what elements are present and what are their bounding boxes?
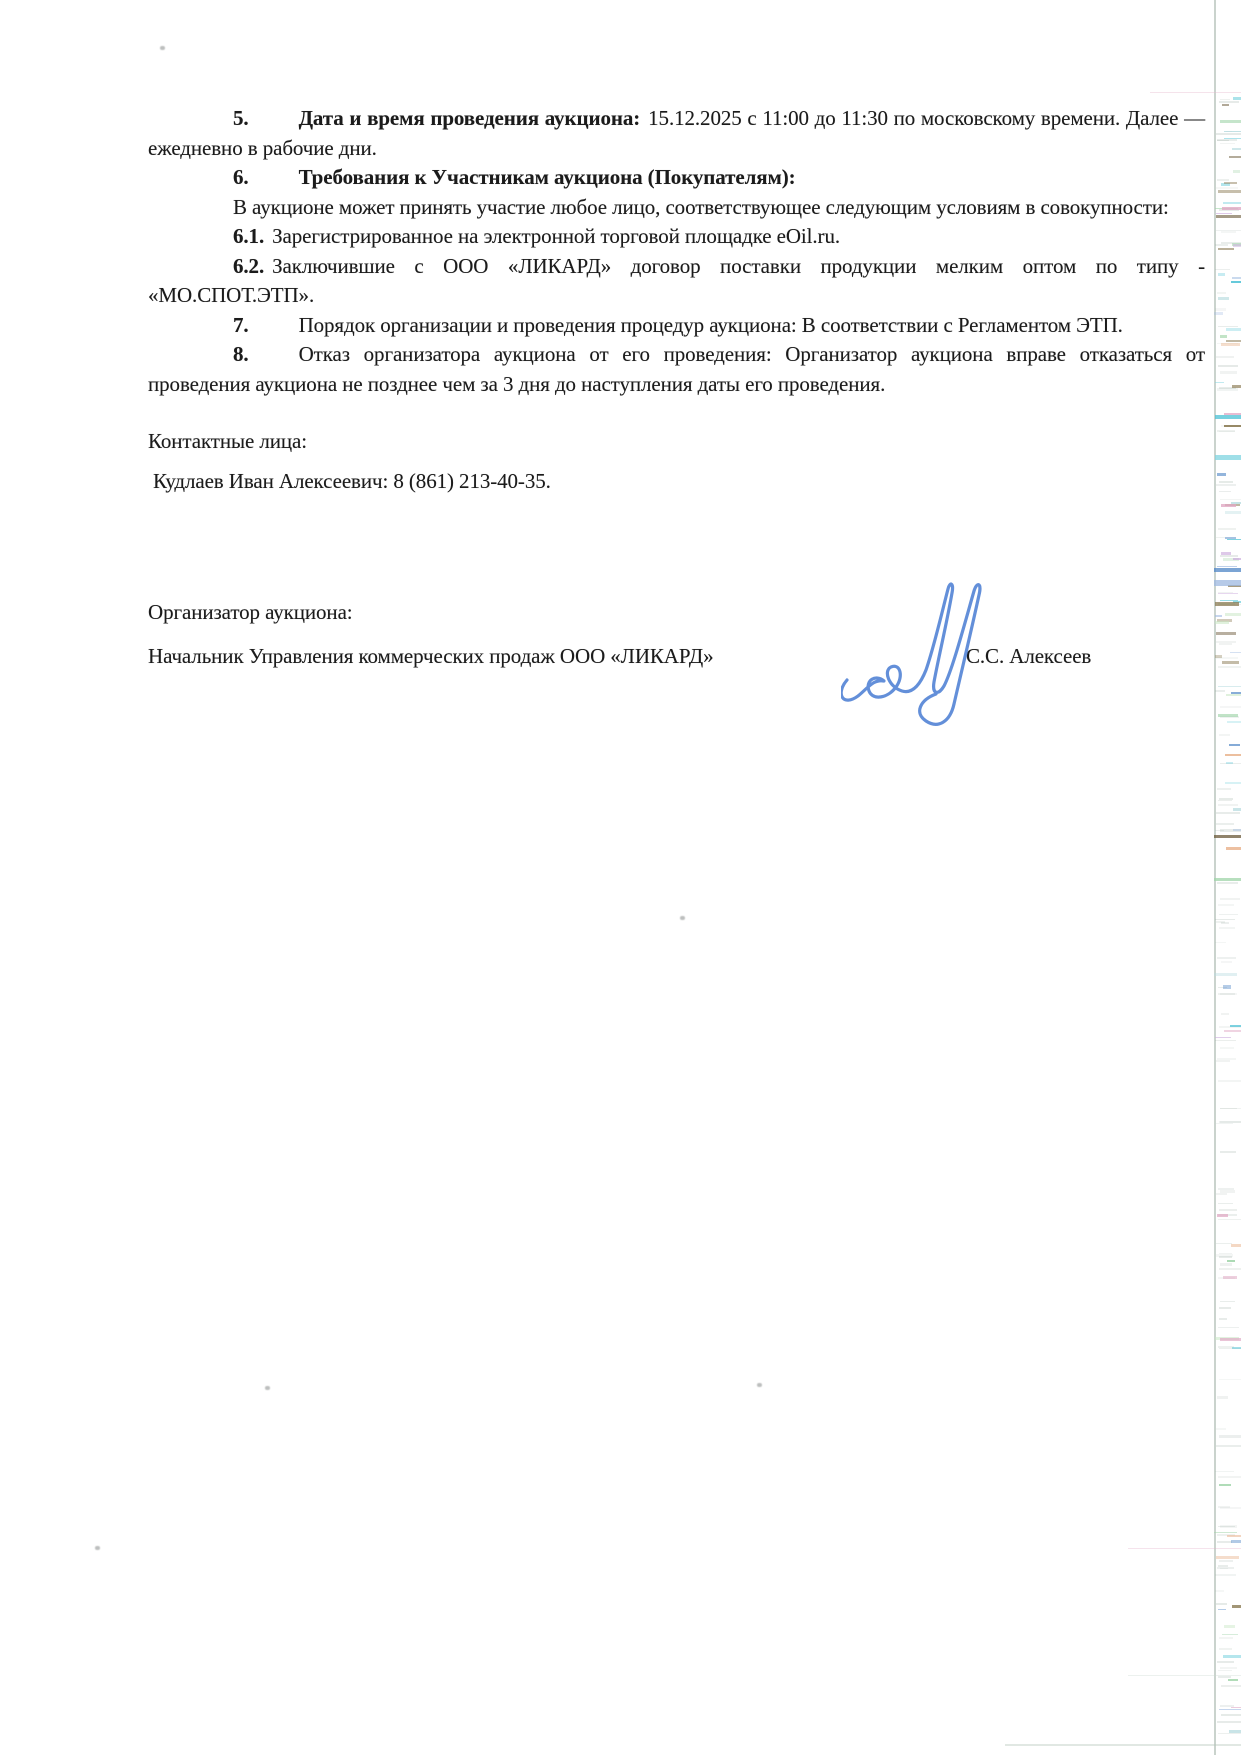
scan-noise-streak [1215,1590,1224,1592]
scan-noise-streak [1218,714,1238,717]
scan-noise-streak [1215,919,1235,920]
contacts-label: Контактные лица: [148,429,307,453]
scan-noise-streak [1216,187,1238,189]
scan-noise-streak [1216,1556,1240,1559]
scan-noise-streak [1232,148,1241,150]
scan-noise-streak [1220,143,1235,145]
scan-noise-streak [1221,1013,1229,1015]
scan-noise-streak [1226,762,1234,763]
scan-noise-streak [1215,308,1226,310]
scan-noise-streak [1219,914,1238,915]
scan-noise-streak [1233,808,1241,811]
scan-noise-streak [1219,1484,1232,1485]
signer-title: Начальник Управления коммерческих продаж ООО «ЛИКАРД» [148,643,714,668]
scan-noise-streak [1218,273,1225,276]
scan-noise-streak [1229,1730,1241,1733]
scan-noise-streak [1218,326,1238,327]
scan-noise-streak [1218,1188,1234,1190]
scan-noise-streak [1220,1108,1240,1109]
scan-noise-streak [1224,138,1241,139]
scan-noise-streak [1231,1244,1241,1247]
scan-noise-streak [1219,643,1233,645]
scan-noise-streak [1215,1574,1236,1576]
scan-noise-streak [1228,585,1241,587]
scan-noise-streak [1218,593,1238,595]
scan-noise-streak [1217,343,1238,344]
scan-noise-streak [1221,1685,1241,1686]
scan-noise-streak [1219,798,1233,800]
scan-noise-streak [1219,927,1236,929]
scan-noise-streak [1229,744,1240,745]
scan-noise-streak [1218,1214,1237,1216]
scan-noise-streak [1224,182,1237,184]
scan-noise-streak [1226,694,1241,696]
scan-noise-streak [1225,782,1241,784]
scan-noise-streak [1218,1670,1231,1671]
scan-noise-streak [1224,425,1241,427]
scan-noise-streak [1219,481,1234,483]
scan-noise-streak [1221,961,1232,963]
scan-noise-streak [1216,1243,1231,1244]
scan-noise-streak [1218,592,1233,593]
scan-noise-streak [1215,415,1241,419]
scan-noise-streak [1219,1648,1233,1650]
scan-noise-streak [1225,754,1241,756]
scan-noise-streak [1226,131,1232,132]
scan-noise-streak [1220,1301,1235,1302]
scan-noise-streak [1221,231,1237,233]
scan-noise-streak [1216,484,1236,486]
scan-noise-streak [1222,661,1239,664]
item-7-text: Порядок организации и проведения процедур аукциона: В соответствии с Регламентом ЭТП. [298,312,1123,337]
scan-noise-streak [1219,1709,1241,1710]
scan-noise-streak [1217,388,1238,390]
scan-noise-streak [1216,1428,1226,1430]
scan-noise-streak [1219,1560,1233,1562]
scan-noise-streak [1216,215,1240,218]
scan-noise-streak [1217,882,1238,884]
paragraph-8 [148,340,1205,399]
scan-noise-streak [1227,539,1241,540]
paragraph-6-intro [148,193,1205,223]
scan-noise-streak [1218,1219,1241,1220]
scan-noise-streak [1226,847,1241,850]
scan-noise-streak [1223,202,1241,204]
scan-noise-streak [1219,1209,1237,1211]
scan-noise-streak [1219,734,1230,736]
scan-noise-streak [1231,692,1241,694]
scan-noise-streak [1215,455,1241,460]
scan-noise-streak [1224,413,1241,415]
scan-noise-streak [1217,179,1229,181]
scan-noise-streak [1222,104,1229,106]
scan-noise-streak [1217,139,1238,140]
item-6-intro-text: В аукционе может принять участие любое лицо, соответствующее следующим условиям в совокупности: [233,194,1169,219]
scan-noise-streak [1215,942,1226,943]
scan-noise-streak [1222,207,1241,209]
signer-name: С.С. Алексеев [966,643,1092,668]
scan-dust-speck [757,1383,762,1387]
scanner-edge-line [1214,0,1216,1755]
scan-noise-streak [1217,788,1231,789]
scan-noise-streak [1218,1346,1235,1347]
scan-noise-streak [1220,600,1238,602]
scan-noise-streak [1231,502,1241,504]
scan-noise-streak [1217,1541,1231,1543]
scan-noise-streak [1223,1276,1237,1279]
scan-noise-streak [1216,812,1240,814]
scan-noise-streak [1220,1705,1234,1706]
item-5-heading: Дата и время проведения аукциона: [298,106,641,130]
scan-noise-streak [1226,328,1241,331]
scan-noise-streak [1220,1263,1233,1265]
scan-noise-streak [1223,1655,1241,1658]
scan-noise-streak [1215,382,1224,383]
scan-noise-streak [1224,1030,1241,1032]
scan-noise-streak [1219,101,1238,103]
scan-noise-streak [1219,1435,1241,1437]
scan-noise-streak [1218,1327,1238,1329]
contact-person-line: Кудлаев Иван Алексеевич: 8 (861) 213-40-35. [153,468,551,493]
scan-noise-streak [1220,1568,1228,1569]
scan-noise-streak [1215,244,1228,246]
scan-noise-streak [1227,1260,1235,1261]
scan-noise-streak [1217,1534,1236,1536]
scan-noise-streak [1216,1445,1241,1446]
scan-noise-streak [1220,1151,1236,1153]
scan-noise-streak [1223,558,1239,561]
scan-noise-streak [1217,1214,1229,1216]
scan-noise-streak [1223,985,1231,988]
item-6-number: 6. [233,165,249,189]
scan-noise-streak [1005,1744,1241,1746]
scan-noise-streak [1215,830,1224,832]
scan-noise-streak [1217,430,1235,432]
scan-noise-streak [1217,473,1227,476]
scan-noise-streak [1215,615,1222,616]
scan-noise-streak [1226,340,1241,342]
scan-noise-streak [1215,602,1239,606]
scan-noise-streak [1229,156,1241,158]
scan-noise-streak [1220,120,1241,123]
scan-noise-streak [1220,706,1241,708]
organizer-label: Организатор аукциона: [148,600,353,624]
scan-dust-speck [265,1386,270,1390]
scan-noise-streak [1215,1471,1234,1472]
scan-noise-streak [1220,1190,1235,1192]
scan-noise-streak [1217,1661,1234,1663]
scan-noise-streak [1218,365,1238,367]
paragraph-6-1 [148,222,1205,252]
scan-noise-streak [1227,721,1241,723]
scan-noise-streak [1218,987,1227,989]
scan-noise-streak [1214,580,1241,586]
scan-noise-streak [1214,878,1241,881]
scan-noise-streak [1216,641,1235,643]
scan-noise-streak [1217,1396,1227,1398]
scan-noise-streak [1232,243,1241,246]
scan-noise-streak [1224,131,1241,133]
scan-noise-streak [1218,1080,1241,1082]
scan-noise-streak [1216,1123,1233,1124]
scan-noise-streak [1220,99,1229,101]
scan-noise-streak [1228,1679,1238,1680]
scan-noise-streak [1217,957,1236,959]
scan-noise-streak [1219,1256,1232,1258]
scan-noise-streak [1221,552,1231,555]
scan-noise-streak [1215,1337,1239,1340]
scan-noise-streak [1232,277,1241,279]
scan-noise-streak [1222,1634,1238,1636]
scan-noise-streak [1233,558,1241,561]
scan-noise-streak [1219,491,1231,492]
scan-noise-streak [1217,292,1226,294]
scan-noise-streak [1231,1707,1241,1709]
scan-noise-streak [1219,1121,1241,1123]
scan-noise-streak [1220,371,1237,373]
scan-noise-streak [1225,511,1241,514]
scan-noise-streak [1221,922,1229,924]
scan-noise-streak [1215,269,1229,271]
item-6-1-text: Зарегистрированное на электронной торговой площадке eOil.ru. [272,224,840,248]
scan-noise-streak [1221,425,1238,427]
scan-noise-streak [1150,92,1241,93]
scan-noise-streak [1217,1058,1236,1059]
scan-noise-streak [1216,537,1225,538]
item-5-number: 5. [233,106,249,130]
scan-noise-streak [1233,601,1241,603]
scan-noise-streak [1218,686,1241,688]
scan-noise-streak [1231,281,1241,283]
scan-noise-streak [1215,1037,1231,1038]
scan-noise-streak [1216,133,1241,135]
scan-noise-streak [1214,568,1241,572]
scan-noise-streak [1232,385,1241,388]
scan-noise-streak [1221,343,1240,346]
scan-noise-streak [1220,1667,1236,1669]
scan-noise-streak [1224,1625,1235,1627]
scan-noise-streak [1220,763,1241,764]
item-7-number: 7. [233,312,249,337]
scan-noise-streak [1219,1026,1241,1028]
scan-noise-streak [1219,1318,1227,1320]
scan-noise-streak [1216,1603,1227,1604]
item-6-2-number: 6.2. [233,253,265,278]
scan-noise-streak [1220,1047,1234,1049]
scan-noise-streak [1218,1565,1229,1567]
scan-noise-streak [1220,993,1237,994]
scan-noise-streak [1218,603,1236,605]
item-6-1-number: 6.1. [233,224,265,248]
scan-noise-streak [1220,335,1227,338]
scan-noise-streak [1217,140,1229,141]
paragraph-7 [148,311,1205,341]
paragraph-6-2 [148,252,1205,311]
scan-noise-streak [1218,297,1229,300]
scan-noise-streak [1217,566,1237,568]
scan-noise-streak [1232,1347,1241,1349]
scan-noise-streak [1218,190,1241,193]
scan-noise-streak [1219,1268,1241,1270]
scan-noise-streak [1218,1506,1230,1507]
scan-noise-streak [1227,1535,1241,1537]
scan-noise-streak [1219,1253,1232,1254]
scan-noise-streak [1214,1532,1237,1534]
scan-noise-streak [1214,835,1241,838]
item-6-2-text: Заключившие с ООО «ЛИКАРД» договор поставки продукции мелким оптом по типу - «МО.СПОТ.ЭТП». [148,253,1205,307]
scan-noise-streak [1216,632,1237,634]
scan-noise-streak [1215,208,1238,209]
scan-noise-streak [1218,1676,1231,1678]
scan-noise-streak [1220,829,1241,831]
scan-noise-streak [1220,898,1240,900]
scan-noise-streak [1219,1637,1233,1639]
scan-noise-streak [1230,652,1241,653]
scan-noise-streak [1215,655,1222,657]
scan-noise-streak [1219,1307,1230,1309]
scan-noise-streak [1225,504,1240,506]
scan-noise-streak [1220,499,1241,500]
document-body [148,104,1205,671]
signature-row [148,642,1205,672]
scan-noise-streak [1218,804,1238,806]
item-6-heading: Требования к Участникам аукциона (Покупателям): [298,165,796,189]
scan-noise-streak [1216,213,1232,215]
scan-noise-streak [1218,1733,1241,1735]
scan-noise-streak [1221,1714,1241,1716]
scan-noise-streak [1216,356,1234,357]
item-8-number: 8. [233,342,249,366]
scan-noise-streak [1230,1025,1241,1027]
scan-noise-streak [1216,230,1241,231]
scan-noise-streak [1218,1476,1241,1478]
scan-noise-streak [1217,1721,1241,1722]
scan-noise-streak [1220,555,1238,556]
scan-noise-streak [1220,1338,1241,1341]
scan-noise-streak [1218,993,1235,995]
scan-noise-streak [1218,528,1236,530]
scan-dust-speck [95,1546,100,1550]
scan-noise-streak [1225,537,1236,539]
item-8-text: Отказ организатора аукциона от его проведения: Организатор аукциона вправе отказаться от проведения аукциона не позднее чем за 3 дня до наступления даты его проведения. [148,342,1205,396]
scan-noise-streak [1219,209,1239,211]
scan-noise-streak [1128,1675,1241,1676]
scan-noise-streak [1233,170,1240,173]
scan-noise-streak [1233,97,1241,100]
scan-noise-streak [1219,1348,1241,1349]
scan-noise-streak [1220,716,1239,717]
scan-noise-streak [1215,621,1230,624]
scan-noise-streak [1218,1609,1226,1610]
scan-noise-streak [1220,1121,1241,1123]
scan-noise-streak [1219,431,1236,432]
scan-noise-streak [1220,1108,1236,1109]
item-5-text: 15.12.2025 с 11:00 до 11:30 по московскому времени. Далее — ежедневно в рабочие дни. [148,106,1205,160]
scan-noise-streak [1218,248,1234,250]
scan-noise-streak [1219,387,1236,388]
scan-noise-streak [1218,1277,1235,1279]
scan-noise-streak [1221,504,1237,507]
scan-noise-streak [1214,312,1223,315]
scan-noise-streak [1231,1540,1241,1543]
scan-noise-streak [1218,1526,1235,1527]
scan-noise-streak [1221,242,1241,244]
scan-noise-streak [1218,904,1234,906]
scan-noise-streak [1220,1507,1241,1508]
scan-noise-streak [1128,1548,1241,1549]
scan-noise-streak [1218,800,1231,801]
scan-noise-streak [1233,829,1241,831]
scan-noise-streak [1214,973,1237,976]
scan-noise-streak [1216,1060,1230,1061]
paragraph-5 [148,104,1205,163]
scan-noise-streak [1225,613,1241,616]
scan-noise-streak [1215,690,1225,692]
scan-noise-streak [1216,823,1234,825]
scan-noise-streak [1216,1193,1227,1195]
scan-noise-streak [1232,1605,1241,1607]
scan-noise-streak [1221,183,1230,186]
scan-noise-streak [1220,1525,1237,1527]
scan-noise-streak [1217,619,1232,622]
scan-noise-streak [1216,1254,1233,1256]
scan-noise-streak [1218,666,1241,668]
scan-dust-speck [680,916,685,920]
paragraph-6-heading [148,163,1205,193]
scan-noise-streak [1217,1567,1234,1569]
scan-noise-streak [1219,1379,1241,1380]
scan-noise-streak [1215,1040,1236,1041]
scan-noise-streak [1233,244,1241,246]
scan-dust-speck [160,46,165,50]
scan-noise-streak [1216,657,1237,659]
scan-noise-streak [1220,604,1241,605]
scan-noise-streak [1218,1203,1234,1205]
scan-noise-streak [1216,921,1225,923]
